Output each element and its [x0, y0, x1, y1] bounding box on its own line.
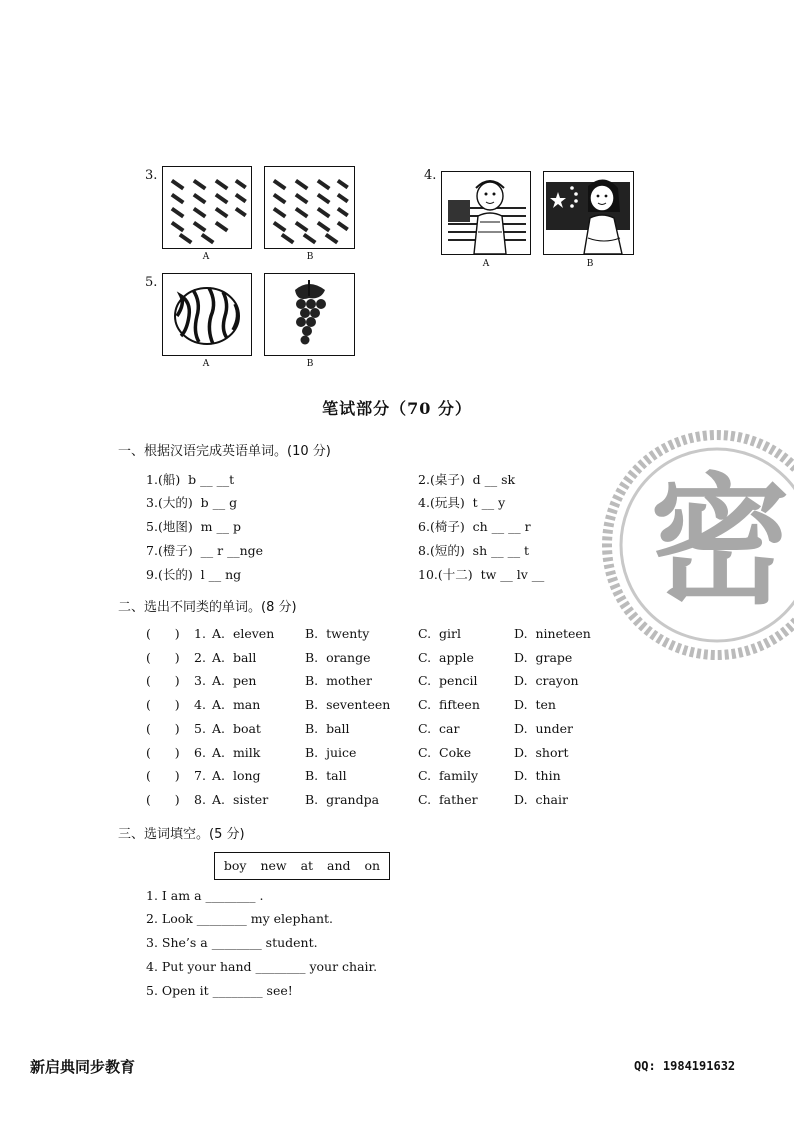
odd-one-out-row-1-n: 1.	[194, 626, 206, 641]
odd-one-out-row-1-d: D. nineteen	[514, 626, 591, 641]
odd-one-out-row-8-b: B. grandpa	[305, 791, 380, 807]
odd-one-out-row-2-d: D. grape	[514, 649, 573, 665]
spelling-item-7: 7.(橙子) __ r __nge	[146, 543, 264, 558]
odd-one-out-row-4-a: A. man	[212, 697, 261, 713]
written-section-title: 笔试部分（70 分）	[322, 399, 472, 418]
section3-heading: 三、选词填空。(5 分)	[118, 827, 245, 842]
odd-one-out-row-3-paren[interactable]: ( )	[146, 673, 180, 689]
odd-one-out-row-5-d: D. under	[514, 720, 573, 736]
many-pencils-illustration	[163, 167, 251, 248]
grapes-picture-b	[264, 273, 355, 356]
option-label-b: B	[306, 252, 314, 262]
option-label-a: A	[202, 252, 210, 262]
fill-blank-item-2: 2. Look ________ my elephant.	[146, 911, 334, 926]
confidential-stamp-icon	[592, 420, 794, 670]
odd-one-out-row-3-n: 3.	[194, 673, 206, 689]
odd-one-out-row-5-paren[interactable]: ( )	[146, 720, 180, 736]
watermelon-illustration	[163, 274, 251, 355]
spelling-item-6: 6.(椅子) ch __ __ r	[418, 519, 531, 534]
chinese-flag-girl-illustration	[544, 172, 633, 254]
girl-usa-flag-picture-a	[441, 171, 531, 255]
option-label-b: B	[586, 259, 594, 269]
spelling-item-3: 3.(大的) b __ g	[146, 495, 238, 510]
odd-one-out-row-6-c: C. Coke	[418, 744, 472, 760]
odd-one-out-row-3-d: D. crayon	[514, 673, 579, 689]
fill-blank-item-5: 5. Open it ________ see!	[146, 983, 293, 998]
odd-one-out-row-5-b: B. ball	[305, 720, 350, 736]
odd-one-out-row-6-d: D. short	[514, 744, 569, 760]
odd-one-out-row-8-c: C. father	[418, 791, 478, 807]
odd-one-out-row-2-a: A. ball	[212, 649, 257, 665]
girl-china-flag-picture-b	[543, 171, 634, 255]
odd-one-out-row-3-a: A. pen	[212, 673, 257, 689]
odd-one-out-row-6-paren[interactable]: ( )	[146, 744, 180, 760]
spelling-item-2: 2.(桌子) d __ sk	[418, 472, 516, 487]
question-number-4: 4.	[424, 168, 437, 183]
odd-one-out-row-7-n: 7.	[194, 768, 206, 784]
fill-blank-item-4: 4. Put your hand ________ your chair.	[146, 959, 378, 974]
spelling-item-10: 10.(十二) tw __ lv __	[418, 567, 545, 582]
odd-one-out-row-8-n: 8.	[194, 791, 206, 807]
watermelon-picture-a	[162, 273, 252, 356]
odd-one-out-row-7-b: B. tall	[305, 768, 347, 784]
question-number-5: 5.	[145, 275, 158, 290]
odd-one-out-row-6-a: A. milk	[212, 744, 261, 760]
odd-one-out-row-1-paren[interactable]: ( )	[146, 626, 180, 641]
word-bank-box: boy new at and on	[214, 852, 390, 880]
option-label-a: A	[202, 359, 210, 369]
fill-blank-item-3: 3. She’s a ________ student.	[146, 935, 318, 950]
odd-one-out-row-8-d: D. chair	[514, 791, 568, 807]
grapes-illustration	[265, 274, 354, 355]
odd-one-out-row-1-b: B. twenty	[305, 626, 370, 641]
odd-one-out-row-7-d: D. thin	[514, 768, 561, 784]
odd-one-out-row-4-b: B. seventeen	[305, 697, 391, 713]
odd-one-out-row-8-a: A. sister	[212, 791, 269, 807]
odd-one-out-row-4-c: C. fifteen	[418, 697, 480, 713]
odd-one-out-row-3-c: C. pencil	[418, 673, 478, 689]
odd-one-out-row-8-paren[interactable]: ( )	[146, 791, 180, 807]
spelling-item-5: 5.(地图) m __ p	[146, 519, 241, 534]
stamp-character: 密	[649, 461, 791, 624]
option-label-a: A	[482, 259, 490, 269]
odd-one-out-row-7-c: C. family	[418, 768, 479, 784]
section2-heading: 二、选出不同类的单词。(8 分)	[118, 600, 297, 615]
odd-one-out-row-5-a: A. boat	[212, 720, 261, 736]
odd-one-out-row-4-paren[interactable]: ( )	[146, 697, 180, 713]
spelling-item-4: 4.(玩具) t __ y	[418, 495, 506, 510]
odd-one-out-row-6-b: B. juice	[305, 744, 357, 760]
spelling-item-1: 1.(船) b __ __t	[146, 472, 235, 487]
footer-publisher: 新启典同步教育	[30, 1058, 136, 1076]
odd-one-out-row-5-n: 5.	[194, 720, 206, 736]
odd-one-out-row-3-b: B. mother	[305, 673, 372, 689]
odd-one-out-row-7-a: A. long	[212, 768, 261, 784]
odd-one-out-row-2-n: 2.	[194, 649, 206, 665]
odd-one-out-row-1-c: C. girl	[418, 626, 462, 641]
odd-one-out-row-7-paren[interactable]: ( )	[146, 768, 180, 784]
odd-one-out-row-5-c: C. car	[418, 720, 460, 736]
odd-one-out-row-6-n: 6.	[194, 744, 206, 760]
american-flag-girl-illustration	[442, 172, 530, 254]
odd-one-out-row-4-n: 4.	[194, 697, 206, 713]
odd-one-out-row-4-d: D. ten	[514, 697, 556, 713]
odd-one-out-row-1-a: A. eleven	[212, 626, 275, 641]
odd-one-out-row-2-c: C. apple	[418, 649, 474, 665]
many-pencils-illustration	[265, 167, 354, 248]
question-number-3: 3.	[145, 168, 158, 183]
odd-one-out-row-2-paren[interactable]: ( )	[146, 649, 180, 665]
spelling-item-8: 8.(短的) sh __ __ t	[418, 543, 530, 558]
spelling-item-9: 9.(长的) l __ ng	[146, 567, 242, 582]
footer-qq: QQ: 1984191632	[634, 1059, 736, 1073]
odd-one-out-row-2-b: B. orange	[305, 649, 371, 665]
option-label-b: B	[306, 359, 314, 369]
pencils-picture-a	[162, 166, 252, 249]
fill-blank-item-1: 1. I am a ________ .	[146, 888, 264, 903]
section1-heading: 一、根据汉语完成英语单词。(10 分)	[118, 444, 331, 459]
pencils-picture-b	[264, 166, 355, 249]
